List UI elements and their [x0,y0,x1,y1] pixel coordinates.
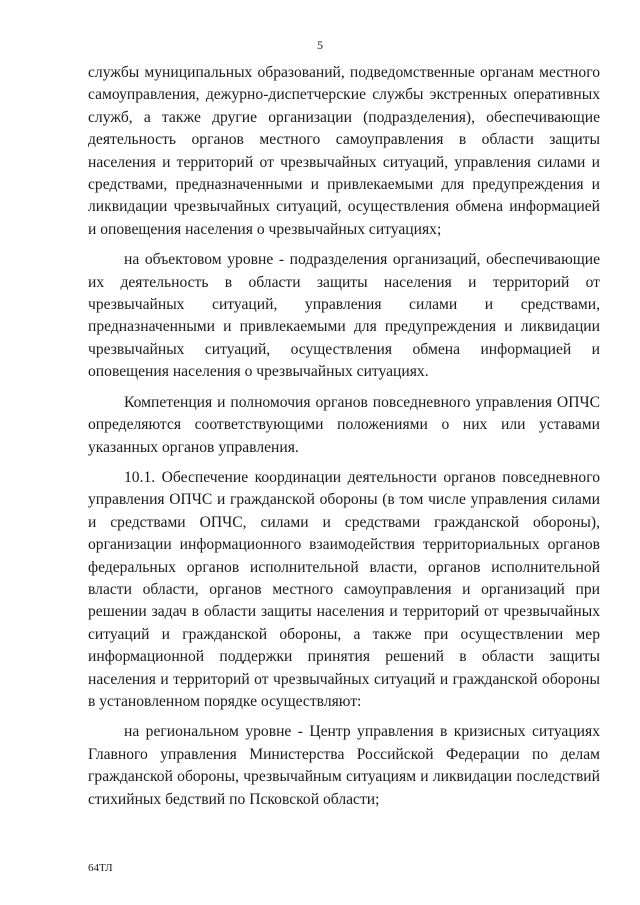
paragraph-continuation: службы муниципальных образований, подведомственные органам местного самоуправления, дежурно-диспетчерские службы экстренных оперативных служб, а также другие организации (подразделения), обеспечивающие деятельность органов местного самоуправления в области защиты населения и территорий от чрезвычайных ситуаций, управления силами и средствами, предназначенными и привлекаемыми для предупреждения и ликвидации чрезвычайных ситуаций, осуществления обмена информацией и оповещения населения о чрезвычайных ситуациях; [88,64,600,238]
paragraph-object-level: на объектовом уровне - подразделения организаций, обеспечивающие их деятельность в области защиты населения и территорий от чрезвычайных ситуаций, управления силами и средствами, предназначенными и привлекаемыми для предупреждения и ликвидации чрезвычайных ситуаций, осуществления обмена информацией и оповещения населения о чрезвычайных ситуациях. [88,251,600,381]
document-body [88,62,600,819]
paragraph-regional-level: на региональном уровне - Центр управления в кризисных ситуациях Главного управления Министерства Российской Федерации по делам гражданской обороны, чрезвычайным ситуациям и ликвидации последствий стихийных бедствий по Псковской области; [88,723,600,808]
paragraph-section-10-1: 10.1. Обеспечение координации деятельности органов повседневного управления ОПЧС и гражданской обороны (в том числе управления силами и средствами ОПЧС, силами и средствами гражданской обороны), организации информационного взаимодействия территориальных органов федеральных органов исполнительной власти, органов исполнительной власти области, органов местного самоуправления и организаций при решении задач в области защиты населения и территорий от чрезвычайных ситуаций и гражданской обороны, а также при осуществлении мер информационной поддержки принятия решений в области защиты населения и территорий от чрезвычайных ситуаций и гражданской обороны в установленном порядке осуществляют: [88,468,600,710]
footer-code: 64ТЛ [88,862,113,874]
page-number: 5 [317,38,323,52]
paragraph-competence: Компетенция и полномочия органов повседневного управления ОПЧС определяются соответствующими положениями о них или уставами указанных органов управления. [88,393,600,456]
